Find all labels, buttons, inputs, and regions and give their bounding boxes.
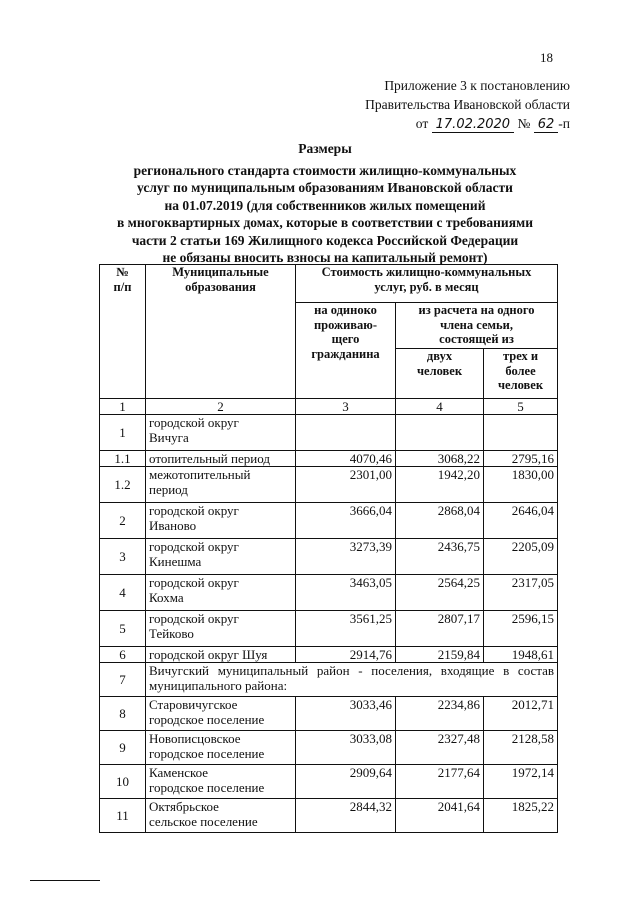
handwritten-date: 17.02.2020 [432,117,514,133]
row-value-three: 2317,05 [484,575,558,611]
col-number: 4 [396,399,484,415]
row-municipality: городской округ Шуя [146,647,296,663]
row-value-three: 1972,14 [484,765,558,799]
header-cost: Стоимость жилищно-коммунальных услуг, руб. в месяц [296,265,558,303]
row-municipality: городской округ Кинешма [146,539,296,575]
header-single: на одиноко проживаю- щего гражданина [296,303,396,399]
row-value-single: 3273,39 [296,539,396,575]
row-value-two: 2177,64 [396,765,484,799]
row-value-two: 2041,64 [396,799,484,833]
header-municipality: Муниципальные образования [146,265,296,399]
row-municipality: городской округ Иваново [146,503,296,539]
header-per-member: из расчета на одного члена семьи, состоящей из [396,303,558,349]
appendix-header [300,76,570,134]
row-value-three: 2012,71 [484,697,558,731]
row-value-three: 2128,58 [484,731,558,765]
table-row [100,467,558,503]
row-municipality: Октябрьское сельское поселение [146,799,296,833]
row-municipality: городской округ Вичуга [146,415,296,451]
cost-table [99,264,558,833]
page-number: 18 [540,50,553,65]
row-value-single: 3033,08 [296,731,396,765]
row-value-two: 2807,17 [396,611,484,647]
row-municipality: межотопительный период [146,467,296,503]
row-value-two: 2564,25 [396,575,484,611]
col-number: 1 [100,399,146,415]
appendix-line2: Правительства Ивановской области [365,97,570,112]
footnote-divider [30,880,100,881]
row-value-two: 2327,48 [396,731,484,765]
row-municipality: городской округ Кохма [146,575,296,611]
row-num: 8 [100,697,146,731]
col-number: 2 [146,399,296,415]
table-row [100,575,558,611]
title-line: на 01.07.2019 (для собственников жилых помещений [164,197,486,213]
row-value-single: 3561,25 [296,611,396,647]
section-text: Вичугский муниципальный район - поселения, входящие в состав муниципального района: [146,663,558,697]
row-value-single: 2909,64 [296,765,396,799]
row-num: 2 [100,503,146,539]
header-num: № п/п [100,265,146,399]
row-municipality: Старовичугское городское поселение [146,697,296,731]
row-num: 5 [100,611,146,647]
number-prefix: № [517,116,531,131]
row-value-two: 2159,84 [396,647,484,663]
row-num: 9 [100,731,146,765]
row-value-two: 2868,04 [396,503,484,539]
date-prefix: от [415,116,429,131]
header-three: трех и более человек [484,349,558,399]
row-num: 1 [100,415,146,451]
row-value-single: 3033,46 [296,697,396,731]
row-num: 7 [100,663,146,697]
row-value-single: 2301,00 [296,467,396,503]
title-heading: Размеры [298,141,352,156]
row-value-two [396,415,484,451]
row-value-two: 3068,22 [396,451,484,467]
table-row [100,697,558,731]
table-row [100,647,558,663]
row-value-three: 2646,04 [484,503,558,539]
row-value-three: 1830,00 [484,467,558,503]
table-row-section [100,663,558,697]
row-value-three: 2795,16 [484,451,558,467]
title-line: услуг по муниципальным образованиям Ивановской области [137,180,513,195]
row-value-three: 2205,09 [484,539,558,575]
row-value-three: 1825,22 [484,799,558,833]
title-line: не обязаны вносить взносы на капитальный ремонт) [162,250,488,265]
row-value-two: 2436,75 [396,539,484,575]
row-num: 11 [100,799,146,833]
row-value-three: 2596,15 [484,611,558,647]
row-municipality: отопительный период [146,451,296,467]
row-value-three: 1948,61 [484,647,558,663]
row-value-single: 3463,05 [296,575,396,611]
table-row [100,539,558,575]
row-value-three [484,415,558,451]
table-row [100,503,558,539]
col-number: 3 [296,399,396,415]
header-two: двух человек [396,349,484,399]
title-line: в многоквартирных домах, которые в соответствии с требованиями [117,215,533,230]
row-value-single: 2914,76 [296,647,396,663]
row-num: 6 [100,647,146,663]
row-num: 1.1 [100,451,146,467]
table-row [100,765,558,799]
title-line: регионального стандарта стоимости жилищно-коммунальных [133,162,517,178]
table-row [100,451,558,467]
table-row [100,611,558,647]
row-municipality: Новописцовское городское поселение [146,731,296,765]
handwritten-number: 62 [534,117,559,133]
document-title [60,140,590,267]
col-number: 5 [484,399,558,415]
row-value-single: 2844,32 [296,799,396,833]
row-value-single: 4070,46 [296,451,396,467]
table-row [100,415,558,451]
row-num: 10 [100,765,146,799]
appendix-date-line [300,114,570,134]
row-value-single [296,415,396,451]
title-line: части 2 статьи 169 Жилищного кодекса Российской Федерации [131,232,519,248]
row-num: 4 [100,575,146,611]
table-row [100,731,558,765]
appendix-line1: Приложение 3 к постановлению [384,78,570,93]
row-value-single: 3666,04 [296,503,396,539]
row-value-two: 1942,20 [396,467,484,503]
number-suffix: -п [558,116,570,131]
row-value-two: 2234,86 [396,697,484,731]
row-num: 3 [100,539,146,575]
row-num: 1.2 [100,467,146,503]
row-municipality: городской округ Тейково [146,611,296,647]
row-municipality: Каменское городское поселение [146,765,296,799]
table-row [100,799,558,833]
